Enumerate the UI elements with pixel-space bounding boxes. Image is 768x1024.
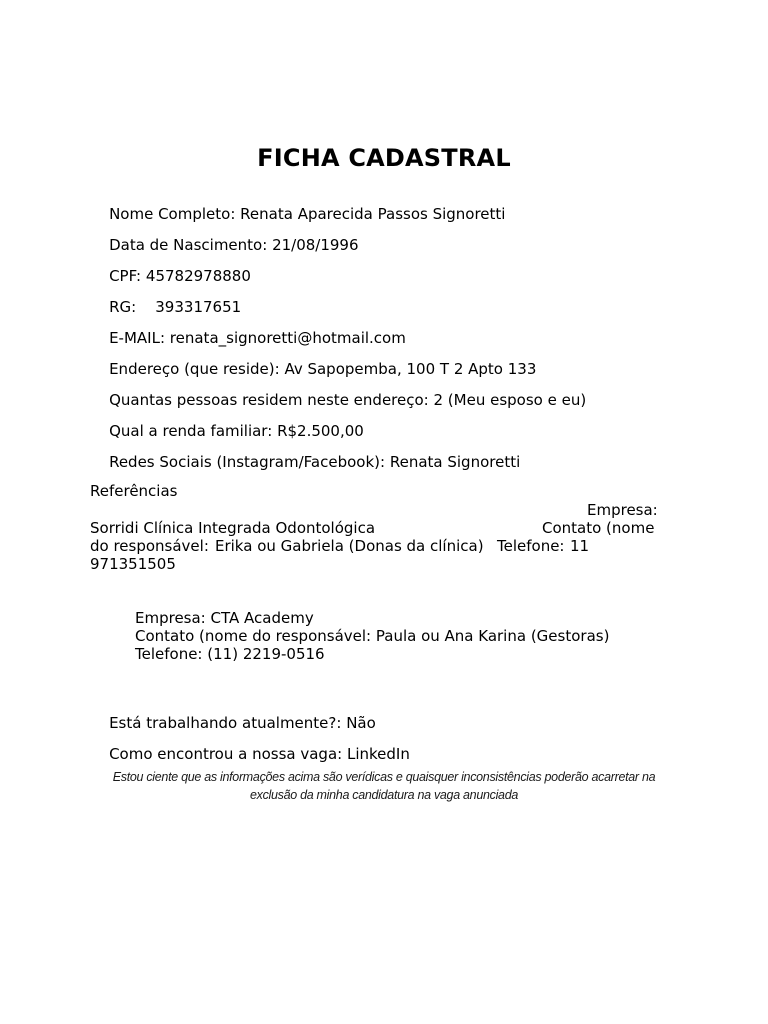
field-value: 393317651: [155, 298, 242, 316]
ref2-empresa-label: Empresa:: [135, 609, 206, 627]
ref1-telefone-a: 11: [570, 537, 590, 555]
ref2-contato: Paula ou Ana Karina (Gestoras): [375, 627, 610, 645]
field-label: E-MAIL:: [109, 329, 166, 347]
field-label: Nome Completo:: [109, 205, 236, 223]
field-label: CPF:: [109, 267, 142, 285]
ref2-empresa: CTA Academy: [210, 609, 314, 627]
field-value: LinkedIn: [346, 745, 410, 763]
field-value: Não: [346, 714, 376, 732]
field-label: Está trabalhando atualmente?:: [109, 714, 342, 732]
ref2-contato-label: Contato (nome do responsável:: [135, 627, 372, 645]
ref1-telefone-b: 971351505: [90, 555, 176, 573]
ref2-contato-line: [135, 627, 609, 645]
field-label: RG:: [109, 298, 137, 316]
ref1-contato-label-a: Contato (nome: [542, 519, 655, 537]
page-title: FICHA CADASTRAL: [257, 144, 511, 172]
ref1-contato-label-b: do responsável:: [90, 537, 209, 555]
field-value: 21/08/1996: [272, 236, 359, 254]
declaration-note: Estou ciente que as informações acima são verídicas e quaisquer inconsistências poderão acarretar na exclusão da minha candidatura na vaga anunciada: [112, 770, 656, 802]
field-label: Data de Nascimento:: [109, 236, 268, 254]
field-label: Redes Sociais (Instagram/Facebook):: [109, 453, 386, 471]
ref2-empresa-line: [135, 609, 314, 627]
field-value: Renata Aparecida Passos Signoretti: [240, 205, 506, 223]
ref2-telefone-label: Telefone:: [135, 645, 203, 663]
ref1-empresa-label: Empresa:: [587, 501, 658, 519]
referencias-heading: Referências: [90, 482, 178, 500]
ref1-empresa: Sorridi Clínica Integrada Odontológica: [90, 519, 376, 537]
field-label: Quantas pessoas residem neste endereço:: [109, 391, 429, 409]
ref2-telefone-line: [135, 645, 325, 663]
ref2-telefone: (11) 2219-0516: [207, 645, 325, 663]
ref1-contato: Erika ou Gabriela (Donas da clínica): [215, 537, 484, 555]
field-value: R$2.500,00: [277, 422, 364, 440]
field-label: Endereço (que reside):: [109, 360, 280, 378]
field-label: Como encontrou a nossa vaga:: [109, 745, 343, 763]
ref1-telefone-label: Telefone:: [497, 537, 565, 555]
field-value: renata_signoretti@hotmail.com: [169, 329, 406, 347]
field-value: 45782978880: [145, 267, 251, 285]
field-value: 2 (Meu esposo e eu): [433, 391, 587, 409]
field-value: Renata Signoretti: [389, 453, 521, 471]
field-label: Qual a renda familiar:: [109, 422, 273, 440]
field-value: Av Sapopemba, 100 T 2 Apto 133: [284, 360, 537, 378]
